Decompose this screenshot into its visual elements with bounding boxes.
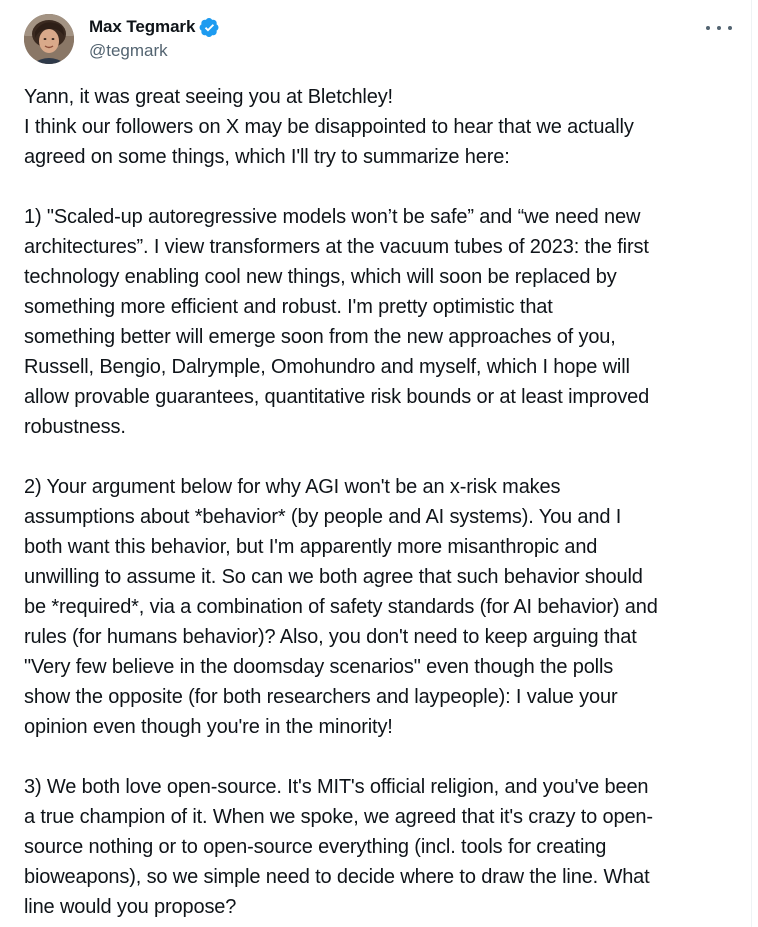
tweet-line: opinion even though you're in the minority! bbox=[24, 716, 393, 738]
tweet-line: something more efficient and robust. I'm pretty optimistic that bbox=[24, 296, 553, 318]
more-options-icon[interactable] bbox=[706, 18, 732, 38]
tweet-line: architectures”. I view transformers at the vacuum tubes of 2023: the first bbox=[24, 236, 649, 258]
paragraph-gap bbox=[24, 742, 734, 772]
tweet-line: 2) Your argument below for why AGI won't be an x-risk makes bbox=[24, 476, 561, 498]
avatar[interactable] bbox=[24, 14, 74, 64]
tweet-line: be *required*, via a combination of safety standards (for AI behavior) and bbox=[24, 596, 658, 618]
tweet-line: 3) We both love open-source. It's MIT's official religion, and you've been bbox=[24, 776, 649, 798]
tweet-line: robustness. bbox=[24, 416, 126, 438]
verified-badge-icon[interactable] bbox=[199, 17, 220, 38]
tweet-line: bioweapons), so we simple need to decide where to draw the line. What bbox=[24, 866, 650, 888]
tweet-line: agreed on some things, which I'll try to summarize here: bbox=[24, 146, 510, 168]
tweet-line: I think our followers on X may be disappointed to hear that we actually bbox=[24, 116, 634, 138]
tweet-line: 1) "Scaled-up autoregressive models won’t be safe” and “we need new bbox=[24, 206, 641, 228]
tweet-line: unwilling to assume it. So can we both agree that such behavior should bbox=[24, 566, 643, 588]
tweet-line: technology enabling cool new things, which will soon be replaced by bbox=[24, 266, 617, 288]
tweet-line: a true champion of it. When we spoke, we agreed that it's crazy to open- bbox=[24, 806, 653, 828]
tweet-line: something better will emerge soon from the new approaches of you, bbox=[24, 326, 616, 348]
tweet-line: Yann, it was great seeing you at Bletchley! bbox=[24, 86, 393, 108]
profile-photo bbox=[24, 14, 74, 64]
tweet-line: line would you propose? bbox=[24, 896, 237, 918]
tweet-line: show the opposite (for both researchers and laypeople): I value your bbox=[24, 686, 618, 708]
paragraph-gap bbox=[24, 442, 734, 472]
tweet-text bbox=[24, 82, 734, 922]
tweet-line: rules (for humans behavior)? Also, you don't need to keep arguing that bbox=[24, 626, 637, 648]
tweet-line: assumptions about *behavior* (by people and AI systems). You and I bbox=[24, 506, 622, 528]
handle[interactable]: @tegmark bbox=[89, 41, 168, 60]
tweet-line: "Very few believe in the doomsday scenarios" even though the polls bbox=[24, 656, 614, 678]
paragraph-gap bbox=[24, 172, 734, 202]
tweet-line: both want this behavior, but I'm apparently more misanthropic and bbox=[24, 536, 598, 558]
display-name[interactable]: Max Tegmark bbox=[89, 17, 196, 36]
name-row bbox=[89, 15, 220, 39]
tweet-line: allow provable guarantees, quantitative risk bounds or at least improved bbox=[24, 386, 650, 408]
tweet-line: Russell, Bengio, Dalrymple, Omohundro and myself, which I hope will bbox=[24, 356, 630, 378]
author-info bbox=[89, 15, 220, 61]
tweet-line: source nothing or to open-source everything (incl. tools for creating bbox=[24, 836, 607, 858]
